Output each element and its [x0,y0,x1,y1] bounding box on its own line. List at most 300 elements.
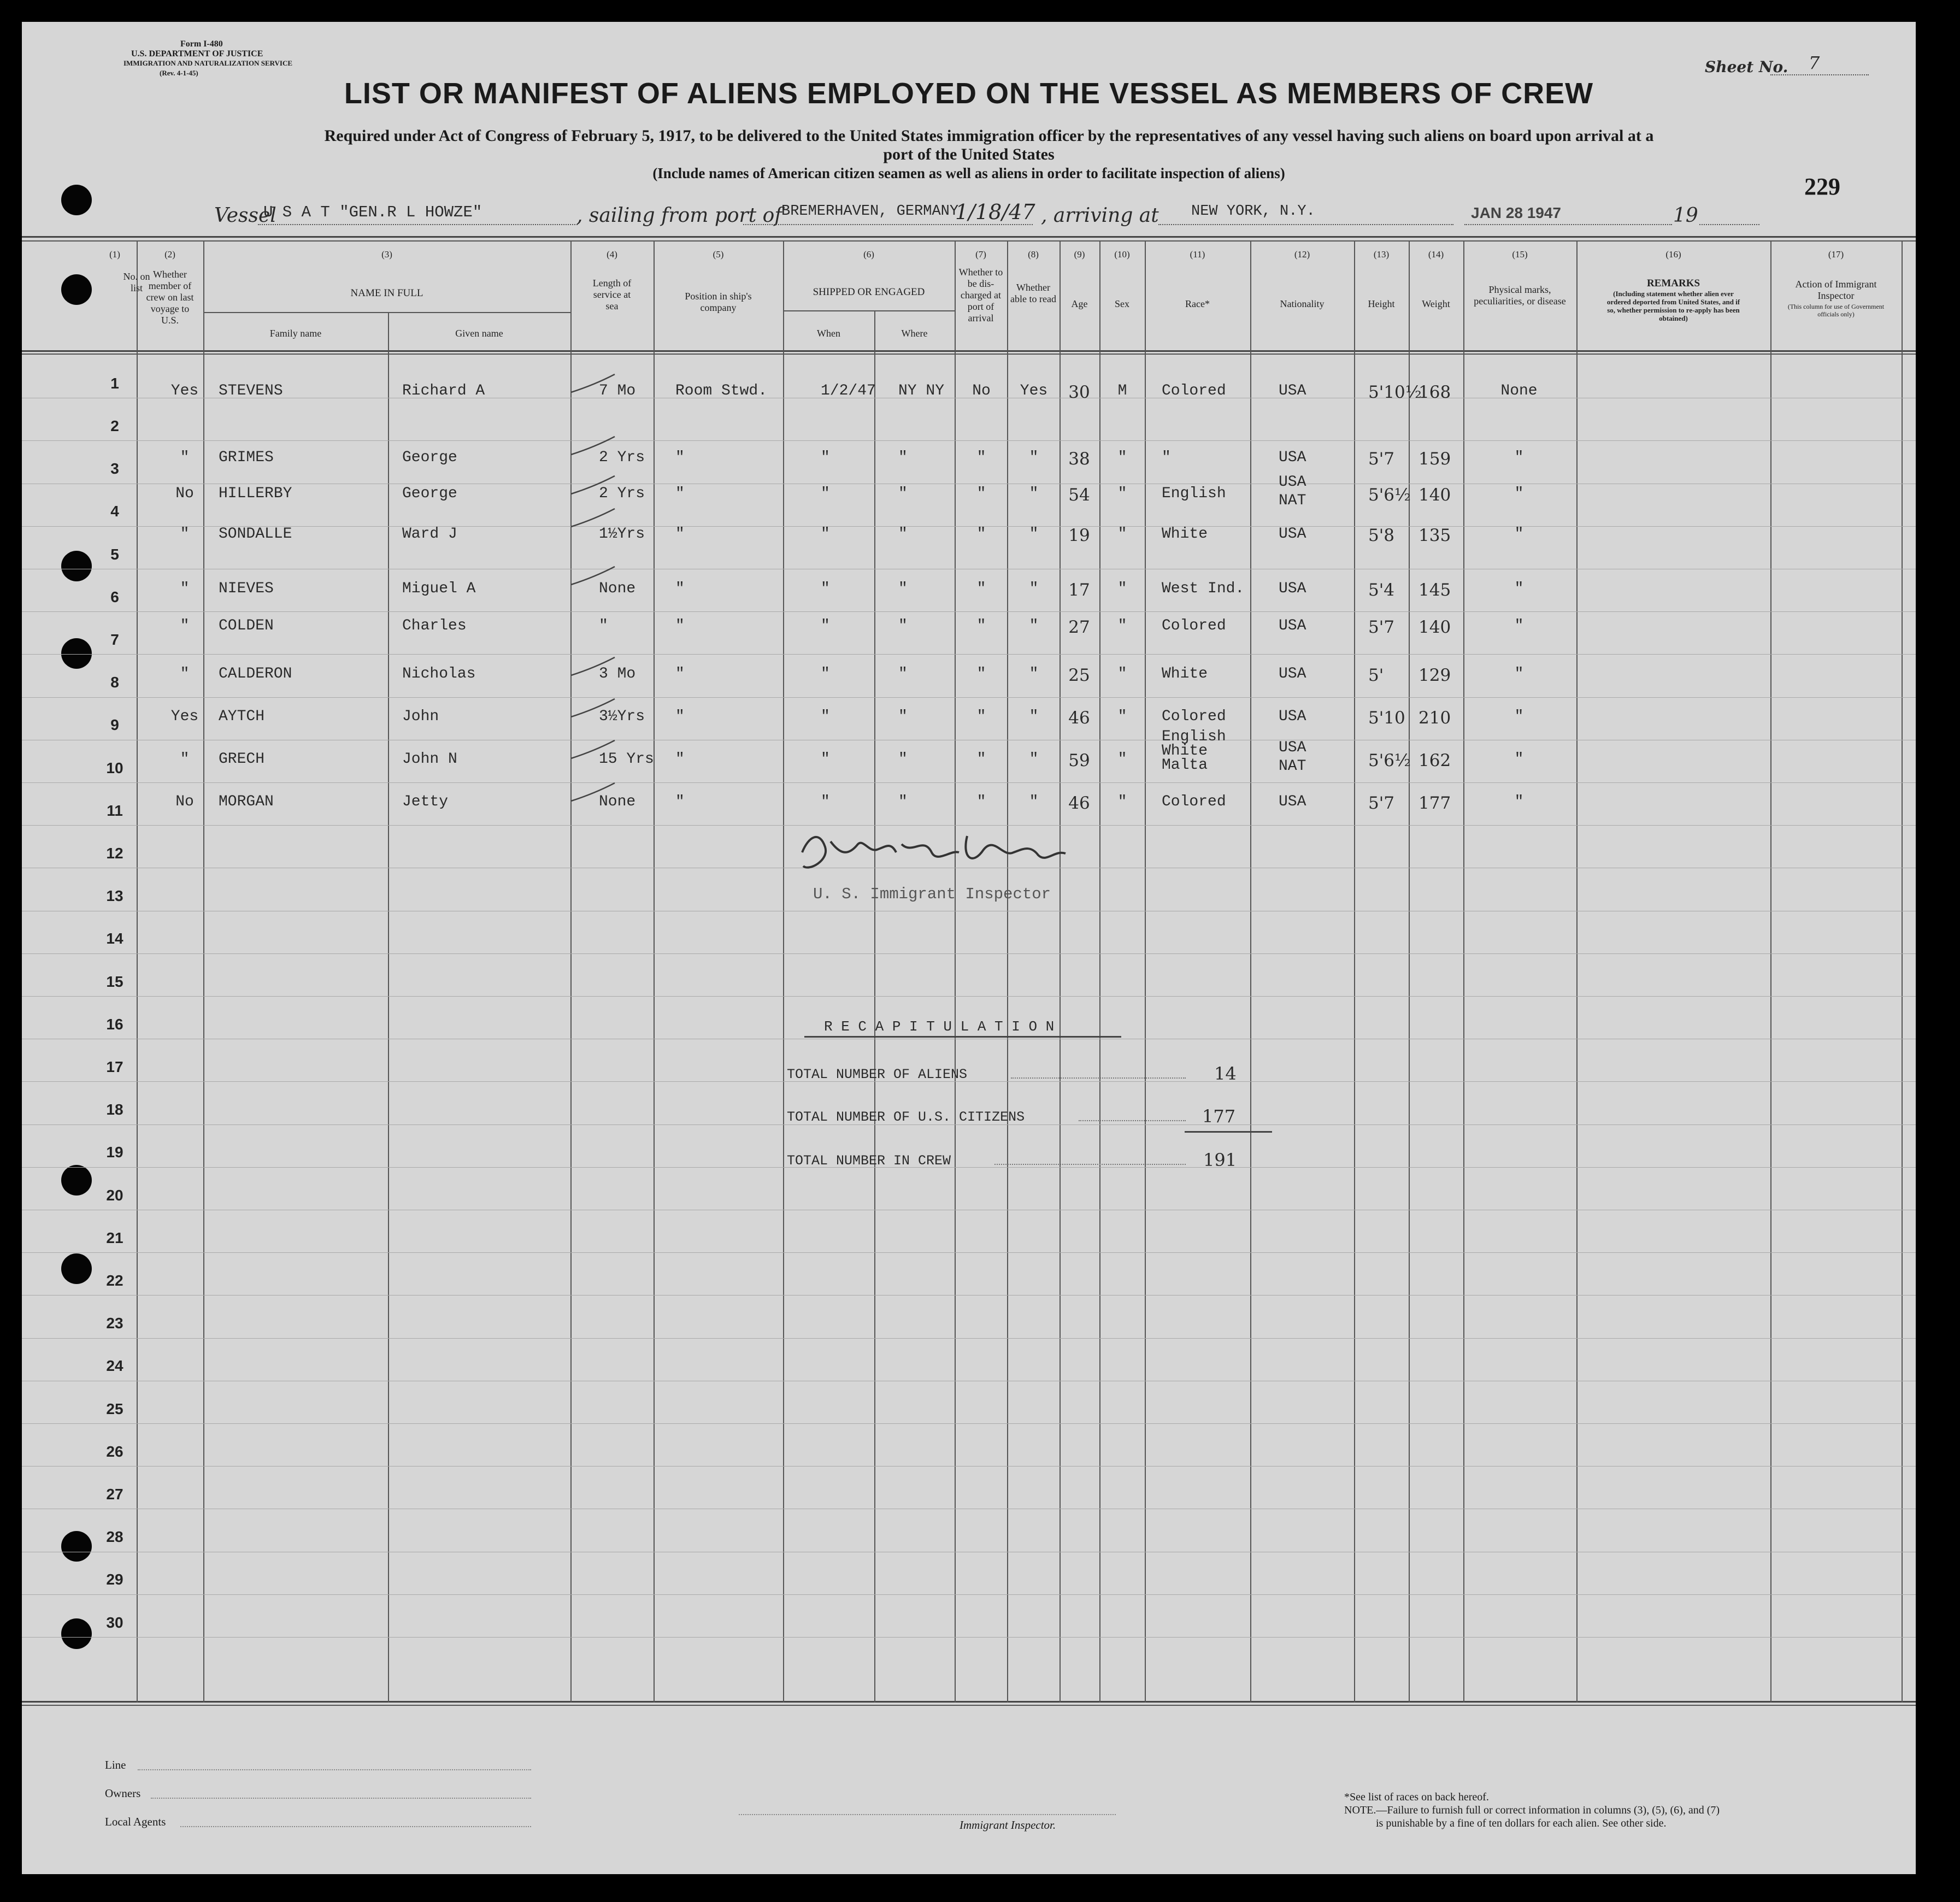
col-line [1902,240,1903,1703]
row-rule-line [22,1295,1916,1296]
age-cell: 54 [1068,485,1090,505]
sex-cell: " [1117,617,1127,634]
row-rule-line [22,440,1916,441]
col11-number: (11) [1190,249,1205,260]
col3-number: (3) [381,249,392,260]
physical-marks-cell: " [1514,485,1524,502]
sex-cell: " [1117,485,1127,502]
shipped-where-cell: " [898,666,908,682]
able-to-read-cell: " [1029,526,1039,543]
weight-cell: 140 [1419,485,1451,505]
col-line [1250,240,1251,1703]
col-line [654,240,655,1703]
shipped-where-cell: " [898,708,908,725]
shipped-when-cell: " [821,708,830,725]
col12-number: (12) [1294,249,1310,260]
weight-cell: 162 [1419,751,1451,770]
row-number: 20 [106,1187,123,1204]
col13-number: (13) [1373,249,1390,260]
recap-crew-label: TOTAL NUMBER IN CREW [787,1153,951,1169]
discharged-cell: " [976,666,986,682]
col2-number: (2) [164,249,175,260]
row-rule-line [22,1167,1916,1168]
position-cell: Room Stwd. [675,382,768,399]
recap-citizens-label: TOTAL NUMBER OF U.S. CITIZENS [787,1109,1025,1125]
sheet-number: 7 [1809,52,1820,73]
shipped-when-cell: " [821,449,830,466]
weight-cell: 177 [1419,793,1451,813]
vessel-name: U S A T "GEN.R L HOWZE" [263,203,482,221]
shipped-where-cell: " [898,485,908,502]
check-mark [568,564,617,591]
row-number: 19 [106,1144,123,1161]
header-bottom-border [22,350,1916,352]
family-name-cell: HILLERBY [219,485,292,502]
discharged-cell: " [976,449,986,466]
row-number: 12 [106,845,123,862]
row-number: 6 [110,588,119,605]
shipped-when-cell: " [821,751,830,768]
port-to-underline [1158,224,1453,225]
row-rule-line [22,654,1916,655]
recap-aliens-label: TOTAL NUMBER OF ALIENS [787,1067,968,1082]
form-service: IMMIGRATION AND NATURALIZATION SERVICE [123,59,293,67]
family-name-cell: SONDALLE [219,526,292,543]
punch-hole [61,274,92,305]
shipped-when-cell: " [821,580,830,597]
service-length-cell: 1½Yrs [599,526,645,543]
given-name-cell: Richard A [402,382,485,399]
col17-header: Action of Immigrant Inspector [1795,279,1877,301]
service-length-cell: 15 Yrs [599,751,654,768]
age-cell: 19 [1068,526,1090,545]
row-rule-line [22,1466,1916,1467]
nationality-cell: USA NAT [1279,474,1306,509]
check-mark [568,780,617,808]
family-name-cell: AYTCH [219,708,265,725]
col5-number: (5) [713,249,724,260]
height-cell: 5'7 [1368,449,1394,469]
able-to-read-cell: " [1029,793,1039,810]
col16-number: (16) [1665,249,1681,260]
shipped-where-cell: NY NY [898,382,945,399]
col4-header: Length of service at sea [592,278,632,311]
table-top-border-2 [22,240,1916,242]
age-cell: 46 [1068,708,1090,728]
col8-number: (8) [1028,249,1039,260]
sailing-date: 1/18/47 [955,200,1035,224]
able-to-read-cell: " [1029,751,1039,768]
position-cell: " [675,485,685,502]
family-name-cell: MORGAN [219,793,274,810]
col13-header: Height [1368,298,1395,309]
manifest-title: LIST OR MANIFEST OF ALIENS EMPLOYED ON THE VESSEL AS MEMBERS OF CREW [344,77,1594,110]
row-number: 15 [106,973,123,990]
height-cell: 5'10 [1368,708,1405,728]
discharged-cell: " [976,708,986,725]
row-number: 24 [106,1357,123,1374]
age-cell: 38 [1068,449,1090,469]
nationality-cell: USA [1279,666,1306,682]
footer-owners-label: Owners [105,1787,141,1800]
height-cell: 5'7 [1368,617,1394,637]
col2-header: Whether member of crew on last voyage to U.S. [146,269,194,326]
shipped-when-cell: " [821,617,830,634]
row-number: 4 [110,503,119,520]
physical-marks-cell: " [1514,580,1524,597]
row-number: 14 [106,930,123,947]
shipped-subheader-line [783,310,955,311]
weight-cell: 129 [1419,666,1451,685]
previous-voyage-cell: " [180,666,190,682]
able-to-read-cell: Yes [1020,382,1048,399]
height-cell: 5'7 [1368,793,1394,813]
previous-voyage-cell: " [180,449,190,466]
page-number: 229 [1804,173,1840,200]
row-number: 2 [110,417,119,434]
check-mark [568,696,617,723]
port-from-underline [743,224,1033,225]
position-cell: " [675,708,685,725]
position-cell: " [675,617,685,634]
recap-title-underline [804,1036,1121,1038]
nationality-cell: USA [1279,708,1306,725]
row-rule-line [22,1594,1916,1595]
position-cell: " [675,526,685,543]
service-length-cell: None [599,793,636,810]
row-number: 9 [110,716,119,733]
row-number: 5 [110,546,119,563]
shipped-where-cell: " [898,449,908,466]
footer-agents-label: Local Agents [105,1815,166,1828]
age-cell: 25 [1068,666,1090,685]
row-number: 7 [110,631,119,648]
sex-cell: " [1117,793,1127,810]
sex-cell: " [1117,666,1127,682]
race-cell: Colored [1162,708,1226,725]
footer-note-penalty: NOTE.—Failure to furnish full or correct information in columns (3), (5), (6), and (7) [1344,1804,1720,1816]
weight-cell: 145 [1419,580,1451,600]
col1-number: (1) [109,249,120,260]
footer-inspector-field [739,1814,1116,1815]
row-number: 30 [106,1614,123,1631]
shipped-where-cell: " [898,617,908,634]
service-length-cell: None [599,580,636,597]
able-to-read-cell: " [1029,485,1039,502]
shipped-when-cell: " [821,666,830,682]
able-to-read-cell: " [1029,708,1039,725]
given-name-cell: George [402,449,457,466]
age-cell: 46 [1068,793,1090,813]
row-rule-line [22,996,1916,997]
arriving-label: , arriving at [1041,204,1159,227]
family-name-cell: STEVENS [219,382,283,399]
row-number: 23 [106,1315,123,1332]
discharged-cell: " [976,580,986,597]
header-bottom-border-2 [22,354,1916,355]
col4-number: (4) [607,249,617,260]
table-top-border [22,236,1916,238]
race-cell: " [1162,449,1171,466]
sheet-label: Sheet No. [1705,58,1788,76]
shipped-where-cell: " [898,751,908,768]
recap-citizens-value: 177 [1202,1106,1236,1127]
race-cell: West Ind. [1162,580,1245,597]
col-line [1145,240,1146,1703]
row-rule-line [22,1338,1916,1339]
height-cell: 5'10½ [1368,382,1422,402]
footer-agents-field [180,1826,531,1827]
col15-header: Physical marks, peculiarities, or disease [1474,284,1566,307]
col12-header: Nationality [1280,298,1325,309]
height-cell: 5'4 [1368,580,1394,600]
nationality-cell: USA [1279,449,1306,466]
shipped-where-cell: " [898,793,908,810]
shipped-when-cell: " [821,793,830,810]
col15-number: (15) [1512,249,1528,260]
col-line [1354,240,1355,1703]
race-cell: English White Malta [1162,728,1226,774]
manifest-subtitle: Required under Act of Congress of February 5, 1917, to be delivered to the United States immigration officer by the representatives of any vessel having such aliens on board upon arrival at a [324,127,1654,145]
sex-cell: M [1117,382,1127,399]
physical-marks-cell: " [1514,708,1524,725]
position-cell: " [675,449,685,466]
row-number: 16 [106,1016,123,1033]
previous-voyage-cell: " [180,751,190,768]
col-line [1770,240,1771,1703]
shipped-when-cell: " [821,485,830,502]
col6-where-header: Where [901,328,928,339]
form-number: Form I-480 [180,39,223,49]
col10-number: (10) [1114,249,1130,260]
family-name-cell: NIEVES [219,580,274,597]
previous-voyage-cell: Yes [170,382,199,399]
col1-header: No. on list [123,271,150,293]
sex-cell: " [1117,580,1127,597]
position-cell: " [675,666,685,682]
shipped-where-cell: " [898,580,908,597]
punch-hole [61,1253,92,1284]
row-number: 28 [106,1528,123,1545]
sailing-label: , sailing from port of [576,204,782,227]
nationality-cell: USA [1279,793,1306,810]
weight-cell: 135 [1419,526,1451,545]
row-number: 8 [110,674,119,691]
service-length-cell: 7 Mo [599,382,636,399]
col7-number: (7) [975,249,986,260]
row-number: 27 [106,1486,123,1503]
previous-voyage-cell: " [180,617,190,634]
weight-cell: 210 [1419,708,1451,728]
age-cell: 17 [1068,580,1090,600]
recap-aliens-value: 14 [1214,1063,1237,1084]
row-rule-line [22,697,1916,698]
punch-hole [61,1531,92,1562]
height-cell: 5'6½ [1368,485,1411,505]
punch-hole [61,638,92,669]
given-name-cell: George [402,485,457,502]
inspector-stamp: U. S. Immigrant Inspector [813,885,1051,903]
recap-title: R E C A P I T U L A T I O N [824,1018,1055,1035]
row-number: 17 [106,1058,123,1075]
family-name-cell: GRIMES [219,449,274,466]
previous-voyage-cell: Yes [170,708,199,725]
col-line [388,312,389,1703]
able-to-read-cell: " [1029,449,1039,466]
col17-number: (17) [1828,249,1844,260]
discharged-cell: " [976,485,986,502]
discharged-cell: " [976,617,986,634]
col11-header: Race* [1185,298,1210,309]
previous-voyage-cell: " [180,580,190,597]
weight-cell: 140 [1419,617,1451,637]
row-rule-line [22,1252,1916,1253]
previous-voyage-cell: No [175,485,194,502]
race-cell: White [1162,526,1208,543]
port-from: BREMERHAVEN, GERMANY [781,203,959,220]
service-length-cell: 2 Yrs [599,449,645,466]
shipped-where-cell: " [898,526,908,543]
nationality-cell: USA [1279,382,1306,399]
col9-number: (9) [1074,249,1085,260]
nationality-cell: USA [1279,617,1306,634]
service-length-cell: " [599,617,608,634]
given-name-cell: John N [402,751,457,768]
row-number: 22 [106,1272,123,1289]
punch-hole [61,1618,92,1649]
row-number: 1 [110,375,119,392]
recap-leader [1079,1120,1186,1121]
year-label: 19 [1673,204,1698,227]
age-cell: 27 [1068,617,1090,637]
col3-header: NAME IN FULL [350,287,423,299]
form-department: U.S. DEPARTMENT OF JUSTICE [131,49,263,58]
family-name-cell: CALDERON [219,666,292,682]
physical-marks-cell: " [1514,666,1524,682]
table-bottom-border-2 [22,1705,1916,1706]
col9-header: Age [1071,298,1088,309]
age-cell: 30 [1068,382,1090,402]
row-number: 10 [106,759,123,776]
discharged-cell: No [972,382,991,399]
col14-header: Weight [1422,298,1450,309]
col-line [874,310,875,1703]
col-line [1576,240,1578,1703]
physical-marks-cell: " [1514,751,1524,768]
row-number: 21 [106,1229,123,1246]
row-rule-line [22,953,1916,954]
col5-header: Position in ship's company [685,291,752,313]
given-name-cell: Miguel A [402,580,476,597]
year-underline [1699,224,1759,225]
check-mark [568,434,617,461]
check-mark [568,473,617,500]
manifest-subtitle-2: port of the United States [883,145,1055,163]
col-line [1463,240,1464,1703]
col-line [1007,240,1008,1703]
physical-marks-cell: " [1514,526,1524,543]
physical-marks-cell: " [1514,617,1524,634]
check-mark [568,738,617,765]
vessel-label: Vessel [214,204,276,227]
sex-cell: " [1117,751,1127,768]
discharged-cell: " [976,793,986,810]
punch-hole [61,551,92,581]
footer-line-label: Line [105,1758,126,1771]
given-name-cell: Jetty [402,793,449,810]
arrival-date-stamp: JAN 28 1947 [1471,204,1562,221]
sheet-underline [1770,74,1869,75]
able-to-read-cell: " [1029,580,1039,597]
discharged-cell: " [976,751,986,768]
previous-voyage-cell: No [175,793,194,810]
service-length-cell: 3½Yrs [599,708,645,725]
sex-cell: " [1117,708,1127,725]
given-name-cell: John [402,708,439,725]
shipped-when-cell: " [821,526,830,543]
nationality-cell: USA [1279,580,1306,597]
family-name-cell: GRECH [219,751,265,768]
check-mark [568,372,617,399]
able-to-read-cell: " [1029,617,1039,634]
row-number: 3 [110,460,119,477]
col-line [1409,240,1410,1703]
sex-cell: " [1117,449,1127,466]
weight-cell: 159 [1419,449,1451,469]
age-cell: 59 [1068,751,1090,770]
punch-hole [61,1165,92,1196]
col10-header: Sex [1115,298,1129,309]
col-line [955,240,956,1703]
given-name-cell: Nicholas [402,666,476,682]
race-cell: English [1162,485,1226,502]
nationality-cell: USA [1279,526,1306,543]
physical-marks-cell: " [1514,793,1524,810]
col6-number: (6) [863,249,874,260]
manifest-instruction: (Include names of American citizen seamen as well as aliens in order to facilitate inspection of aliens) [652,165,1285,181]
previous-voyage-cell: " [180,526,190,543]
row-number: 13 [106,887,123,904]
col6-header: SHIPPED OR ENGAGED [813,286,925,298]
race-cell: Colored [1162,617,1226,634]
col14-number: (14) [1428,249,1444,260]
col16-header: REMARKS [1646,278,1700,289]
recap-leader [1011,1077,1186,1079]
discharged-cell: " [976,526,986,543]
footer-line-field [138,1769,531,1770]
row-rule-line [22,1637,1916,1638]
shipped-when-cell: 1/2/47 [821,382,876,399]
position-cell: " [675,751,685,768]
able-to-read-cell: " [1029,666,1039,682]
col-line [137,240,138,1703]
family-name-cell: COLDEN [219,617,274,634]
service-length-cell: 3 Mo [599,666,636,682]
footer-owners-field [151,1798,531,1799]
given-name-cell: Charles [402,617,467,634]
col7-header: Whether to be dis-charged at port of arrival [958,267,1003,323]
weight-cell: 168 [1419,382,1451,402]
height-cell: 5'8 [1368,526,1394,545]
port-to: NEW YORK, N.Y. [1191,203,1315,220]
height-cell: 5' [1368,666,1384,685]
row-number: 18 [106,1101,123,1118]
nationality-cell: USA NAT [1279,739,1306,775]
physical-marks-cell: None [1500,382,1538,399]
col3-family-header: Family name [269,328,322,339]
position-cell: " [675,580,685,597]
race-cell: White [1162,666,1208,682]
